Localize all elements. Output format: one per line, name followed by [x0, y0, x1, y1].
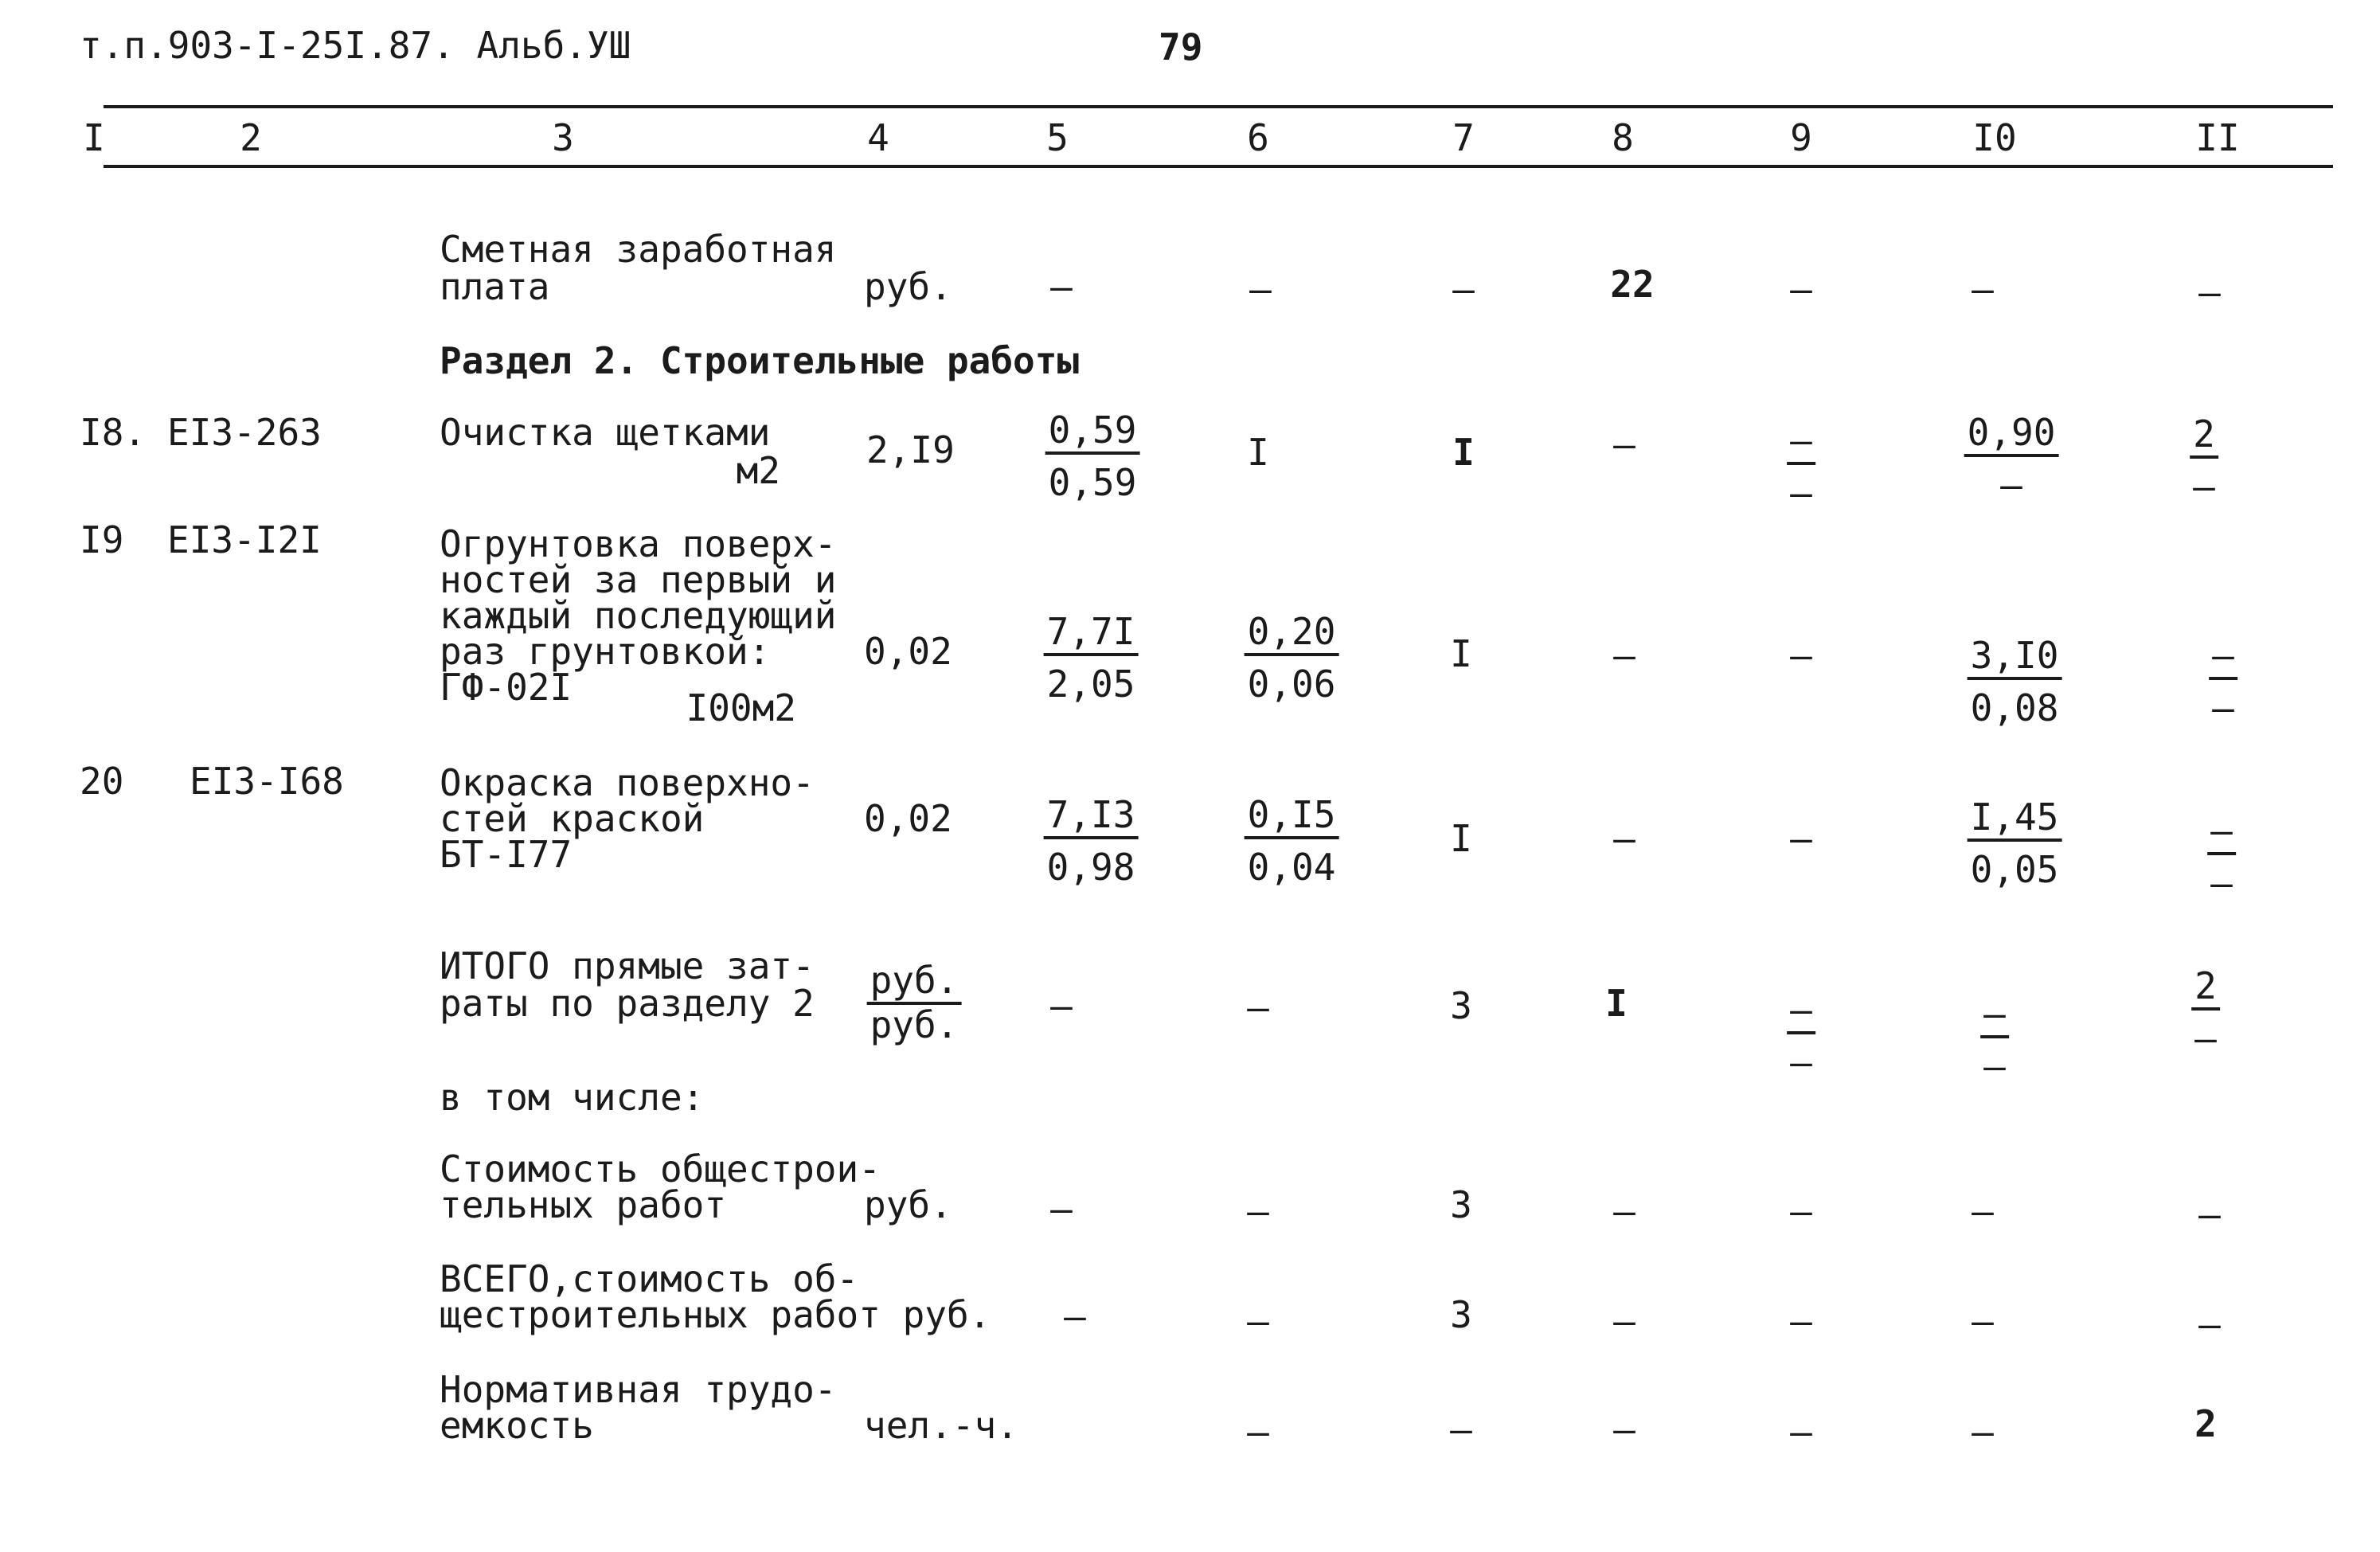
norm-code: EI3-263: [167, 411, 322, 454]
column-header: I: [83, 116, 105, 159]
cell-col11: –: [2198, 271, 2221, 314]
document-reference: т.п.903-I-25I.87. Альб.УШ: [80, 24, 631, 67]
row-unit: м2: [736, 449, 780, 492]
unit-cell: руб. руб.: [867, 962, 962, 1043]
cell-col11: –: [2198, 1303, 2221, 1346]
cell-col9: –: [1790, 1300, 1812, 1343]
cell-col8: I: [1605, 982, 1628, 1025]
cell-col6: $\frac{0,I5}{0,04}$: [1245, 796, 1339, 885]
cell-col10: –: [1972, 268, 1994, 311]
cell-col8: –: [1613, 817, 1636, 860]
cell-col10: –: [1972, 1300, 1994, 1343]
cell-col11: 2: [2194, 1402, 2217, 1445]
cell-col11: –: [2198, 1193, 2221, 1236]
cell-col7: I: [1450, 632, 1472, 675]
unit-cell: чел.-ч.: [864, 1404, 1018, 1447]
cell-col6: –: [1247, 1190, 1269, 1233]
row-unit: I00м2: [686, 686, 796, 729]
cell-col7: I: [1452, 431, 1475, 474]
cell-col9: –: [1790, 1410, 1812, 1453]
row-description: ностей за первый и: [440, 558, 837, 601]
cell-col11: – –: [2207, 812, 2236, 901]
cell-col7: 3: [1450, 1183, 1472, 1226]
cell-col11: 2 –: [2190, 416, 2218, 505]
header-bottom-rule: [104, 165, 2333, 168]
row-description: БТ-I77: [440, 833, 573, 876]
row-description: стей краской: [440, 797, 705, 840]
column-header: I0: [1972, 116, 2017, 159]
cell-col8: –: [1613, 1300, 1636, 1343]
quantity-cell: 0,02: [864, 797, 952, 840]
norm-code: EI3-I68: [190, 760, 344, 803]
cell-col9: –: [1790, 268, 1812, 311]
column-header: 2: [240, 116, 262, 159]
column-header: 8: [1612, 116, 1634, 159]
cell-col5: –: [1050, 984, 1073, 1027]
cell-col5: –: [1064, 1295, 1086, 1338]
column-header: II: [2195, 116, 2240, 159]
cell-col9: –: [1790, 1190, 1812, 1233]
cell-col5: $\frac{7,I3}{0,98}$: [1044, 796, 1139, 885]
row-number: I8.: [80, 411, 147, 454]
norm-code: EI3-I2I: [167, 518, 322, 561]
cell-col6: –: [1247, 986, 1269, 1029]
cell-col9: –: [1790, 817, 1812, 860]
cell-col7: –: [1450, 1408, 1472, 1451]
cell-col8: 22: [1610, 263, 1655, 306]
cell-col6: –: [1247, 1410, 1269, 1453]
row-description: щестроительных работ руб.: [440, 1293, 991, 1336]
cell-col7: 3: [1450, 1293, 1472, 1336]
column-header: 9: [1790, 116, 1812, 159]
column-header: 7: [1452, 116, 1475, 159]
cell-col10: –: [1972, 1190, 1994, 1233]
row-description: Огрунтовка поверх-: [440, 522, 837, 565]
cell-col7: 3: [1450, 984, 1472, 1027]
row-number: I9: [80, 518, 124, 561]
cell-col5: –: [1050, 1187, 1073, 1230]
cell-col8: –: [1613, 423, 1636, 466]
header-top-rule: [104, 105, 2333, 108]
quantity-cell: 2,I9: [866, 428, 955, 471]
row-description: раты по разделу 2: [440, 982, 815, 1025]
column-header: 6: [1247, 116, 1269, 159]
row-description: ГФ-02I: [440, 666, 573, 709]
cell-col10: $\frac{3,I0}{0,08}$: [1968, 637, 2062, 726]
column-header: 3: [552, 116, 574, 159]
row-number: 20: [80, 760, 124, 803]
cell-col10: –: [1972, 1410, 1994, 1453]
cell-col6: –: [1247, 1300, 1269, 1343]
row-description: Стоимость общестрои-: [440, 1147, 881, 1190]
quantity-cell: 0,02: [864, 630, 952, 673]
row-description: Очистка щетками: [440, 411, 771, 454]
page-number: 79: [1159, 25, 1203, 68]
cell-col9: – –: [1787, 991, 1815, 1081]
cell-col10: – –: [1980, 995, 2009, 1085]
cell-col6: –: [1249, 268, 1272, 311]
row-description: ИТОГО прямые зат-: [440, 944, 815, 987]
cell-col10: $\frac{I,45}{0,05}$: [1968, 799, 2062, 888]
cell-col7: I: [1450, 817, 1472, 860]
row-description: каждый последующий: [440, 594, 837, 637]
column-header: 5: [1046, 116, 1069, 159]
section-title: Раздел 2. Строительные работы: [440, 339, 1080, 382]
cell-col8: –: [1613, 1190, 1636, 1233]
row-description: Сметная заработная: [440, 228, 837, 271]
cell-col6: I: [1247, 431, 1269, 474]
cell-col5: $\frac{0,59}{0,59}$: [1045, 412, 1140, 501]
row-description: Окраска поверхно-: [440, 761, 815, 804]
cell-col8: –: [1613, 1408, 1636, 1451]
cell-col11: 2 –: [2191, 968, 2220, 1057]
row-description: тельных работ: [440, 1183, 727, 1226]
unit-cell: руб.: [864, 265, 952, 308]
cell-col10: 0,90 –: [1964, 414, 2059, 503]
row-description: ВСЕГО,стоимость об-: [440, 1257, 859, 1300]
cell-col9: – –: [1787, 422, 1815, 511]
cell-col5: –: [1050, 265, 1073, 308]
column-header: 4: [867, 116, 889, 159]
row-description: емкость: [440, 1404, 594, 1447]
cell-col8: –: [1613, 634, 1636, 677]
row-description: раз грунтовкой:: [440, 630, 771, 673]
cell-col11: – –: [2209, 637, 2237, 726]
row-description: Нормативная трудо-: [440, 1368, 837, 1411]
cell-col6: $\frac{0,20}{0,06}$: [1245, 613, 1339, 702]
cell-col5: $\frac{7,7I}{2,05}$: [1044, 613, 1139, 702]
subheading-including: в том числе:: [440, 1076, 705, 1119]
cell-col9: –: [1790, 634, 1812, 677]
cell-col7: –: [1452, 268, 1475, 311]
unit-cell: руб.: [864, 1183, 952, 1226]
row-description: плата: [440, 265, 550, 308]
